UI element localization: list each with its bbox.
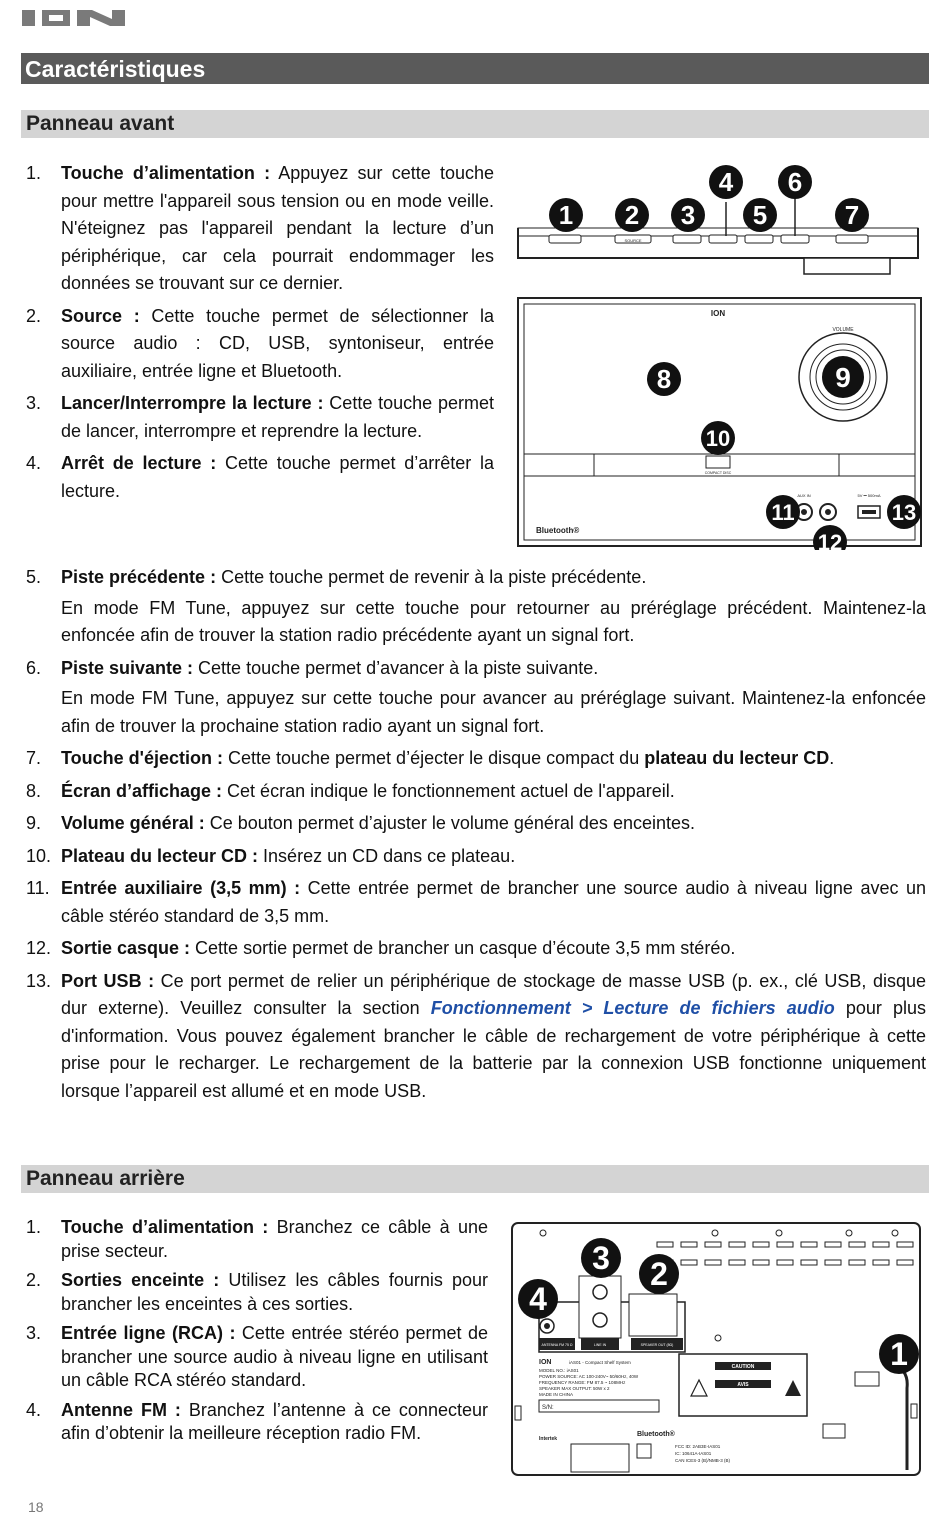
list-item: 7. Touche d'éjection : Cette touche permet d’éjecter le disque compact du plateau du lecteur CD. xyxy=(26,748,835,768)
svg-text:5: 5 xyxy=(752,200,768,230)
section-title-front: Panneau avant xyxy=(21,110,929,138)
list-item: 5. Piste précédente : Cette touche permet de revenir à la piste précédente. En mode FM Tune, appuyez sur cette touche pour retourner au préréglage précédent. Maintenez-la enfoncée afin de trouver la station radio précédente ayant un signal fort. xyxy=(26,567,926,645)
callout-badge xyxy=(879,1334,919,1374)
svg-text:FCC ID: 2AB3E-IAS01: FCC ID: 2AB3E-IAS01 xyxy=(675,1444,721,1449)
front-feature-list-bottom xyxy=(21,564,926,1110)
callout-badge xyxy=(647,362,681,396)
svg-text:9: 9 xyxy=(835,362,851,393)
page-title: Caractéristiques xyxy=(21,53,929,84)
list-item: 4. Antenne FM : Branchez l’antenne à ce connecteur afin d’obtenir la meilleure réception radio FM. xyxy=(26,1399,488,1443)
svg-text:POWER SOURCE: AC 100-240V~ 50/: POWER SOURCE: AC 100-240V~ 50/60Hz, 40W xyxy=(539,1374,639,1379)
svg-text:SOURCE: SOURCE xyxy=(624,238,642,243)
list-item: 3. Lancer/Interrompre la lecture : Cette touche permet de lancer, interrompre et reprendre la lecture. xyxy=(26,393,494,441)
list-item: 1. Touche d’alimentation : Appuyez sur cette touche pour mettre l'appareil sous tension ou en mode veille. N'éteignez pas l'appareil pendant la lecture d’un périphérique, car cela pourrait endommager les données se trouvant sur ce dernier. xyxy=(26,163,495,293)
svg-text:8: 8 xyxy=(656,364,672,394)
svg-text:LINE IN: LINE IN xyxy=(593,1343,607,1347)
svg-text:iAS01 - Compact Shelf System: iAS01 - Compact Shelf System xyxy=(569,1360,631,1365)
operation-link[interactable]: Fonctionnement > Lecture de fichiers audio xyxy=(430,998,835,1018)
svg-text:10: 10 xyxy=(705,426,731,451)
callout-badge xyxy=(766,495,800,529)
rear-panel-diagram xyxy=(509,1220,923,1480)
page-number: 18 xyxy=(28,1499,44,1515)
callout-badge xyxy=(709,165,743,199)
callout-badge xyxy=(822,356,864,398)
svg-text:6: 6 xyxy=(787,167,803,197)
callout-badge xyxy=(639,1254,679,1294)
list-item: 8. Écran d’affichage : Cet écran indique le fonctionnement actuel de l'appareil. xyxy=(26,780,675,801)
callout-badge xyxy=(615,198,649,232)
svg-text:COMPACT DISC: COMPACT DISC xyxy=(704,471,732,475)
callout-badge xyxy=(518,1279,558,1319)
callout-badge xyxy=(701,421,735,455)
bluetooth-logo: Bluetooth® xyxy=(637,1431,675,1438)
section-title-rear: Panneau arrière xyxy=(21,1165,929,1193)
callout-badge xyxy=(549,198,583,232)
svg-text:Intertek: Intertek xyxy=(539,1436,558,1442)
list-item: 1. Touche d’alimentation : Branchez ce câble à une prise secteur. xyxy=(26,1217,488,1261)
svg-text:12: 12 xyxy=(817,530,843,550)
svg-text:SPEAKER MAX OUTPUT: 50W x 2: SPEAKER MAX OUTPUT: 50W x 2 xyxy=(539,1386,610,1391)
svg-text:1: 1 xyxy=(890,1336,908,1372)
callout-badge xyxy=(835,198,869,232)
list-item: 2. Sorties enceinte : Utilisez les câbles fournis pour brancher les enceintes à ces sorties. xyxy=(26,1270,489,1314)
list-item: 6. Piste suivante : Cette touche permet d’avancer à la piste suivante. En mode FM Tune, appuyez sur cette touche pour avancer au préréglage suivant. Maintenez-la enfoncée afin de trouver la prochaine station radio ayant un signal fort. xyxy=(26,657,926,736)
svg-text:AVIS: AVIS xyxy=(737,1382,749,1388)
svg-text:MADE IN CHINA: MADE IN CHINA xyxy=(539,1392,574,1397)
list-item: 4. Arrêt de lecture : Cette touche permet d’arrêter la lecture. xyxy=(26,453,494,501)
callout-badge xyxy=(671,198,705,232)
svg-text:MODEL NO.: iAS01: MODEL NO.: iAS01 xyxy=(539,1368,579,1373)
svg-text:ANTENNA FM 75 Ω: ANTENNA FM 75 Ω xyxy=(541,1343,573,1347)
svg-text:5V ⎓ 500mA: 5V ⎓ 500mA xyxy=(857,493,881,498)
svg-text:ION: ION xyxy=(539,1359,552,1366)
svg-text:4: 4 xyxy=(529,1281,547,1317)
svg-text:CAUTION: CAUTION xyxy=(731,1364,755,1370)
svg-text:IC: 10641A-IAS01: IC: 10641A-IAS01 xyxy=(675,1451,712,1456)
list-item: 10. Plateau du lecteur CD : Insérez un CD dans ce plateau. xyxy=(26,845,516,866)
svg-text:SPEAKER OUT (8Ω): SPEAKER OUT (8Ω) xyxy=(640,1343,674,1347)
ion-logo xyxy=(22,9,126,27)
rear-feature-list xyxy=(21,1216,488,1452)
svg-text:AUX IN: AUX IN xyxy=(797,493,811,498)
svg-text:11: 11 xyxy=(771,500,795,525)
list-item: 12. Sortie casque : Cette sortie permet de brancher un casque d’écoute 3,5 mm stéréo. xyxy=(26,938,736,958)
svg-text:FREQUENCY RANGE: FM 87.5 ~ 108: FREQUENCY RANGE: FM 87.5 ~ 108MHz xyxy=(539,1380,626,1385)
callout-badge xyxy=(581,1238,621,1278)
svg-text:13: 13 xyxy=(891,500,917,525)
bluetooth-logo: Bluetooth® xyxy=(536,526,580,535)
callout-badge xyxy=(778,165,812,199)
list-item: 3. Entrée ligne (RCA) : Cette entrée stéréo permet de brancher une source audio à niveau ligne en utilisant un câble RCA stéréo standard. xyxy=(26,1323,488,1390)
svg-text:S/N:: S/N: xyxy=(542,1405,554,1411)
svg-text:3: 3 xyxy=(680,200,696,230)
list-item: 9. Volume général : Ce bouton permet d’ajuster le volume général des enceintes. xyxy=(26,813,695,833)
svg-text:VOLUME: VOLUME xyxy=(832,327,854,333)
svg-text:2: 2 xyxy=(650,1256,668,1292)
svg-text:CAN ICES-3 (B)/NMB-3 (B): CAN ICES-3 (B)/NMB-3 (B) xyxy=(675,1458,731,1463)
front-feature-list-top xyxy=(21,160,494,510)
list-item: 2. Source : Cette touche permet de sélectionner la source audio : CD, USB, syntoniseur, entrée auxiliaire, entrée ligne et Bluetooth. xyxy=(26,305,494,381)
list-item: 11. Entrée auxiliaire (3,5 mm) : Cette entrée permet de brancher une source audio à niveau ligne avec un câble stéréo standard de 3,5 mm. xyxy=(26,878,926,926)
svg-text:4: 4 xyxy=(718,167,734,197)
callout-badge xyxy=(887,495,921,529)
svg-text:1: 1 xyxy=(558,200,574,230)
svg-text:2: 2 xyxy=(624,200,640,230)
svg-text:ION: ION xyxy=(710,309,726,318)
list-item: 13. Port USB : Ce port permet de relier un périphérique de stockage de masse USB (p. ex., clé USB, disque dur externe). Veuillez consulter la section Fonctionnement > Lecture de fichiers audio pour plus d'information. Vous pouvez également brancher le câble de rechargement de votre périphérique à cette prise pour le recharger. Le rechargement de la batterie par la connexion USB fonctionne uniquement lorsque l’appareil est allumé et en mode USB. xyxy=(26,970,927,1101)
svg-text:3: 3 xyxy=(592,1240,610,1276)
svg-text:7: 7 xyxy=(844,200,860,230)
callout-badge xyxy=(743,198,777,232)
front-panel-diagram xyxy=(514,158,926,550)
